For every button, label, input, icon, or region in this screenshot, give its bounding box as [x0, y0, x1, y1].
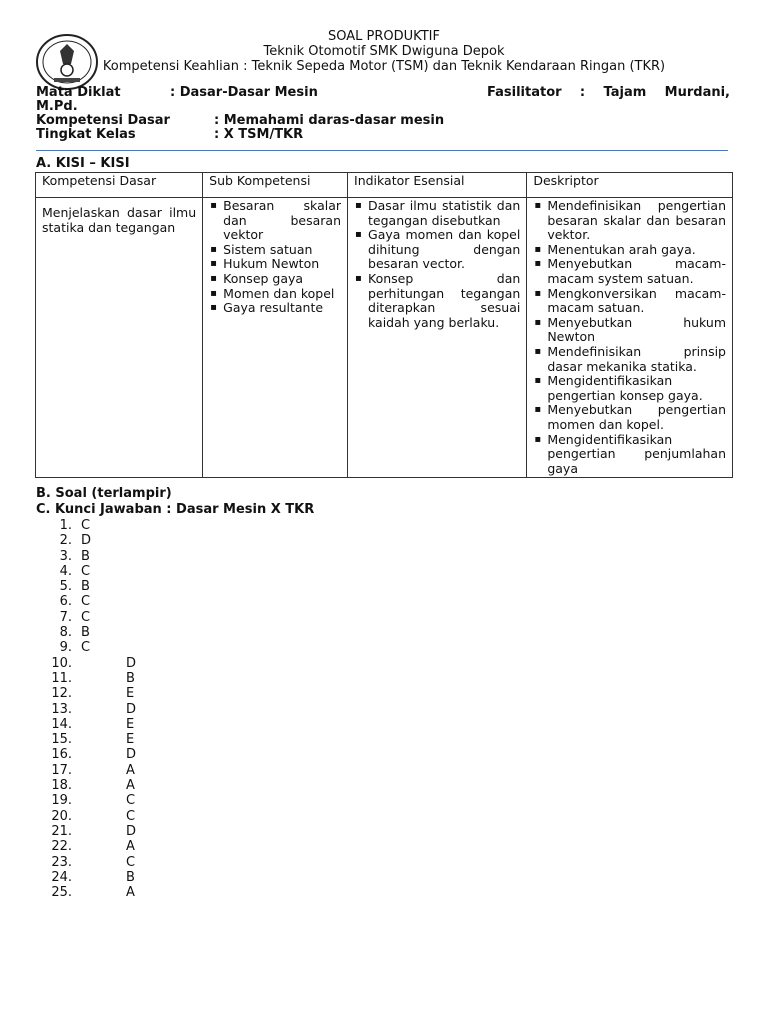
header-kompetensi: Kompetensi Dasar — [36, 173, 203, 198]
answer-number: 3. — [59, 548, 72, 564]
divider — [36, 150, 728, 151]
answer-letter: A — [126, 778, 135, 794]
answer-number: 25. — [51, 885, 72, 901]
cell-indikator — [348, 198, 527, 478]
answer-number: 11. — [51, 670, 72, 686]
answer-number: 5. — [59, 579, 72, 595]
sub-kompetensi-item: ▪ Konsep gaya — [209, 272, 341, 287]
indikator-list — [354, 199, 520, 330]
competency-line: Kompetensi Keahlian : Teknik Sepeda Motor (TSM) dan Teknik Kendaraan Ringan (TKR) — [102, 59, 666, 74]
header-sub: Sub Kompetensi — [203, 173, 348, 198]
answer-row — [36, 824, 236, 839]
kompetensi-value: : Memahami daras-dasar mesin — [214, 113, 445, 128]
answer-number: 13. — [51, 701, 72, 717]
answer-number: 10. — [51, 655, 72, 671]
answer-number: 2. — [59, 533, 72, 549]
answer-letter: C — [81, 640, 91, 656]
answer-number: 9. — [59, 640, 72, 656]
answer-row — [36, 549, 236, 564]
sub-list — [209, 199, 341, 316]
answer-row — [36, 579, 236, 594]
cell-sub — [203, 198, 348, 478]
answer-row — [36, 518, 236, 533]
answer-letter: A — [126, 885, 135, 901]
answer-letter: E — [126, 732, 135, 748]
answer-letter: A — [126, 762, 135, 778]
kompetensi-label: Kompetensi Dasar — [36, 113, 170, 128]
deskriptor-item: ▪ Menentukan arah gaya. — [533, 243, 726, 258]
deskriptor-item: ▪ Mendefinisikan pengertian besaran skalar dan besaran vektor. — [533, 199, 726, 243]
fasilitator: Fasilitator : Tajam Murdani, — [487, 85, 730, 100]
section-c-title: C. Kunci Jawaban : Dasar Mesin X TKR — [36, 502, 315, 517]
kisi-table — [35, 172, 733, 478]
cell-deskriptor — [527, 198, 733, 478]
answer-number: 1. — [59, 518, 72, 533]
deskriptor-item: ▪ Menyebutkan macam-macam system satuan. — [533, 257, 726, 286]
sub-kompetensi-item: ▪ Momen dan kopel — [209, 287, 341, 302]
mata-diklat-value: : Dasar-Dasar Mesin — [170, 85, 318, 100]
answer-number: 6. — [59, 594, 72, 610]
answer-row — [36, 594, 236, 609]
answer-row — [36, 717, 236, 732]
answer-number: 22. — [51, 839, 72, 855]
deskriptor-item: ▪ Menyebutkan hukum Newton — [533, 316, 726, 345]
fasilitator-cont: M.Pd. — [36, 99, 78, 114]
answer-number: 18. — [51, 778, 72, 794]
answer-number: 15. — [51, 732, 72, 748]
answer-letter: B — [81, 548, 90, 564]
answer-number: 19. — [51, 793, 72, 809]
sub-kompetensi-item: ▪ Gaya resultante — [209, 301, 341, 316]
sub-kompetensi-item: ▪ Sistem satuan — [209, 243, 341, 258]
answer-row — [36, 809, 236, 824]
header-deskriptor: Deskriptor — [527, 173, 733, 198]
answer-number: 23. — [51, 854, 72, 870]
answer-row — [36, 747, 236, 762]
answer-letter: D — [126, 701, 137, 717]
answer-row — [36, 656, 236, 671]
sub-kompetensi-item: ▪ Besaran skalar dan besaran vektor — [209, 199, 341, 243]
deskriptor-item: ▪ Mendefinisikan prinsip dasar mekanika statika. — [533, 345, 726, 374]
answer-letter: C — [81, 609, 91, 625]
deskriptor-item: ▪ Mengidentifikasikan pengertian konsep gaya. — [533, 374, 726, 403]
answer-row — [36, 870, 236, 885]
deskriptor-item: ▪ Mengkonversikan macam-macam satuan. — [533, 287, 726, 316]
answer-row — [36, 686, 236, 701]
answer-letter: C — [126, 793, 136, 809]
answer-letter: C — [126, 808, 136, 824]
answer-number: 20. — [51, 808, 72, 824]
answer-row — [36, 625, 236, 640]
answer-row — [36, 763, 236, 778]
indikator-item: ▪ Gaya momen dan kopel dihitung dengan besaran vector. — [354, 228, 520, 272]
answer-letter: D — [126, 823, 137, 839]
answer-row — [36, 793, 236, 808]
section-a-title: A. KISI – KISI — [36, 156, 130, 171]
answer-letter: E — [126, 716, 135, 732]
answer-letter: C — [81, 518, 91, 533]
answer-letter: A — [126, 839, 135, 855]
answer-letter: D — [126, 747, 137, 763]
answer-row — [36, 732, 236, 747]
answer-letter: E — [126, 686, 135, 702]
answer-letter: B — [81, 625, 90, 641]
answer-row — [36, 885, 236, 900]
answer-number: 14. — [51, 716, 72, 732]
tingkat-value: : X TSM/TKR — [214, 127, 304, 142]
answer-row — [36, 855, 236, 870]
answer-key-list — [36, 518, 236, 900]
answer-number: 21. — [51, 823, 72, 839]
answer-letter: B — [81, 579, 90, 595]
deskriptor-list — [533, 199, 726, 476]
mata-diklat-label: Mata Diklat — [36, 85, 121, 100]
answer-letter: C — [81, 563, 91, 579]
answer-row — [36, 778, 236, 793]
answer-row — [36, 839, 236, 854]
answer-letter: C — [126, 854, 136, 870]
answer-number: 24. — [51, 869, 72, 885]
answer-letter: D — [81, 533, 92, 549]
answer-number: 7. — [59, 609, 72, 625]
indikator-item: ▪ Dasar ilmu statistik dan tegangan disebutkan — [354, 199, 520, 228]
answer-number: 8. — [59, 625, 72, 641]
answer-number: 17. — [51, 762, 72, 778]
answer-number: 16. — [51, 747, 72, 763]
answer-letter: B — [126, 869, 135, 885]
answer-letter: B — [126, 670, 135, 686]
answer-row — [36, 671, 236, 686]
indikator-item: ▪ Konsep dan perhitungan tegangan diterapkan sesuai kaidah yang berlaku. — [354, 272, 520, 330]
answer-row — [36, 702, 236, 717]
document-header — [0, 29, 768, 74]
tingkat-label: Tingkat Kelas — [36, 127, 136, 142]
section-b-title: B. Soal (terlampir) — [36, 486, 172, 501]
header-indikator: Indikator Esensial — [348, 173, 527, 198]
deskriptor-item: ▪ Mengidentifikasikan pengertian penjumlahan gaya — [533, 433, 726, 477]
deskriptor-item: ▪ Menyebutkan pengertian momen dan kopel. — [533, 403, 726, 432]
answer-row — [36, 564, 236, 579]
cell-kompetensi — [36, 198, 203, 478]
answer-letter: C — [81, 594, 91, 610]
doc-title: SOAL PRODUKTIF — [328, 29, 440, 44]
answer-row — [36, 533, 236, 548]
answer-number: 12. — [51, 686, 72, 702]
sub-kompetensi-item: ▪ Hukum Newton — [209, 257, 341, 272]
answer-letter: D — [126, 655, 137, 671]
answer-row — [36, 640, 236, 655]
answer-number: 4. — [59, 563, 72, 579]
school-name: Teknik Otomotif SMK Dwiguna Depok — [263, 44, 505, 59]
kompetensi-text: Menjelaskan dasar ilmu statika dan tegangan — [42, 205, 197, 235]
meta-info — [36, 86, 730, 142]
answer-row — [36, 610, 236, 625]
